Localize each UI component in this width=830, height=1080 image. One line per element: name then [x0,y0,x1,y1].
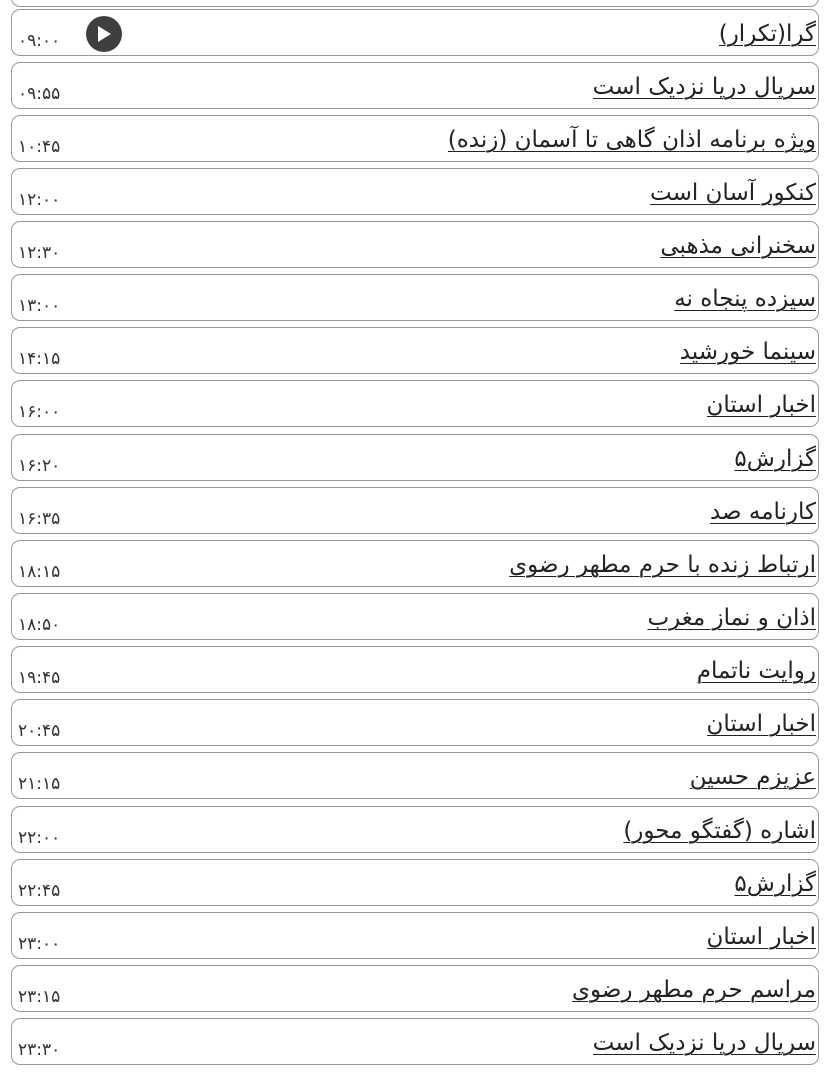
program-time: ۲۲:۴۵ [18,881,61,901]
program-time: ۰۹:۵۵ [18,84,61,104]
schedule-row[interactable] [11,0,819,7]
schedule-row[interactable] [11,380,819,427]
schedule-row[interactable] [11,965,819,1012]
schedule-row[interactable] [11,115,819,162]
program-time: ۱۲:۳۰ [18,243,61,263]
schedule-row[interactable] [11,62,819,109]
schedule-row[interactable] [11,806,819,853]
program-time: ۱۸:۵۰ [18,615,61,635]
program-time: ۱۶:۳۵ [18,509,61,529]
schedule-row[interactable] [11,540,819,587]
program-title: اخبار استان [706,392,816,418]
program-time: ۱۳:۰۰ [18,296,61,316]
schedule-row[interactable] [11,168,819,215]
schedule-row[interactable] [11,646,819,693]
program-title: کارنامه صد [709,499,816,525]
program-time: ۱۶:۰۰ [18,402,61,422]
program-time: ۱۶:۲۰ [18,456,61,476]
program-time: ۱۹:۴۵ [18,668,61,688]
schedule-row[interactable] [11,859,819,906]
schedule-row[interactable] [11,221,819,268]
program-title: کنکور آسان است [649,180,816,206]
program-time: ۲۱:۱۵ [18,774,61,794]
program-title: روایت ناتمام [696,658,816,684]
program-title: سینما خورشید [679,339,816,365]
program-title: گرا(تکرار) [718,21,816,47]
program-title: گزارش۵ [734,871,816,897]
program-time: ۱۰:۴۵ [18,137,61,157]
program-time: ۲۰:۴۵ [18,721,61,741]
program-title: سیزده پنجاه نه [674,286,816,312]
schedule-row[interactable] [11,327,819,374]
program-time: ۲۳:۰۰ [18,934,61,954]
schedule-row[interactable] [11,1018,819,1065]
program-title: اشاره (گفتگو محور) [623,818,816,844]
program-title: سریال دریا نزدیک است [592,1030,816,1056]
schedule-row[interactable] [11,274,819,321]
program-time: ۲۳:۳۰ [18,1040,61,1060]
program-title: مراسم حرم مطهر رضوی [571,977,816,1003]
schedule-row[interactable] [11,593,819,640]
program-title: اذان و نماز مغرب [647,605,816,631]
program-title: ارتباط زنده با حرم مطهر رضوی [509,552,816,578]
program-title: عزیزم حسین [689,764,816,790]
play-icon[interactable] [86,16,122,52]
program-title: گزارش۵ [734,446,816,472]
schedule-row[interactable] [11,752,819,799]
program-title: اخبار استان [706,711,816,737]
program-time: ۱۲:۰۰ [18,190,61,210]
program-time: ۱۸:۱۵ [18,562,61,582]
program-time: ۲۲:۰۰ [18,828,61,848]
schedule-row[interactable] [11,434,819,481]
schedule-row[interactable] [11,912,819,959]
schedule-row[interactable] [11,699,819,746]
program-title: سریال دریا نزدیک است [592,74,816,100]
program-title: سخنرانی مذهبی [660,233,816,259]
schedule-row[interactable] [11,9,819,56]
program-title: اخبار استان [706,924,816,950]
program-time: ۱۴:۱۵ [18,349,61,369]
schedule-row[interactable] [11,487,819,534]
program-title: ویژه برنامه اذان گاهی تا آسمان (زنده) [447,127,816,153]
program-time: ۲۳:۱۵ [18,987,61,1007]
program-time: ۰۹:۰۰ [18,31,61,51]
